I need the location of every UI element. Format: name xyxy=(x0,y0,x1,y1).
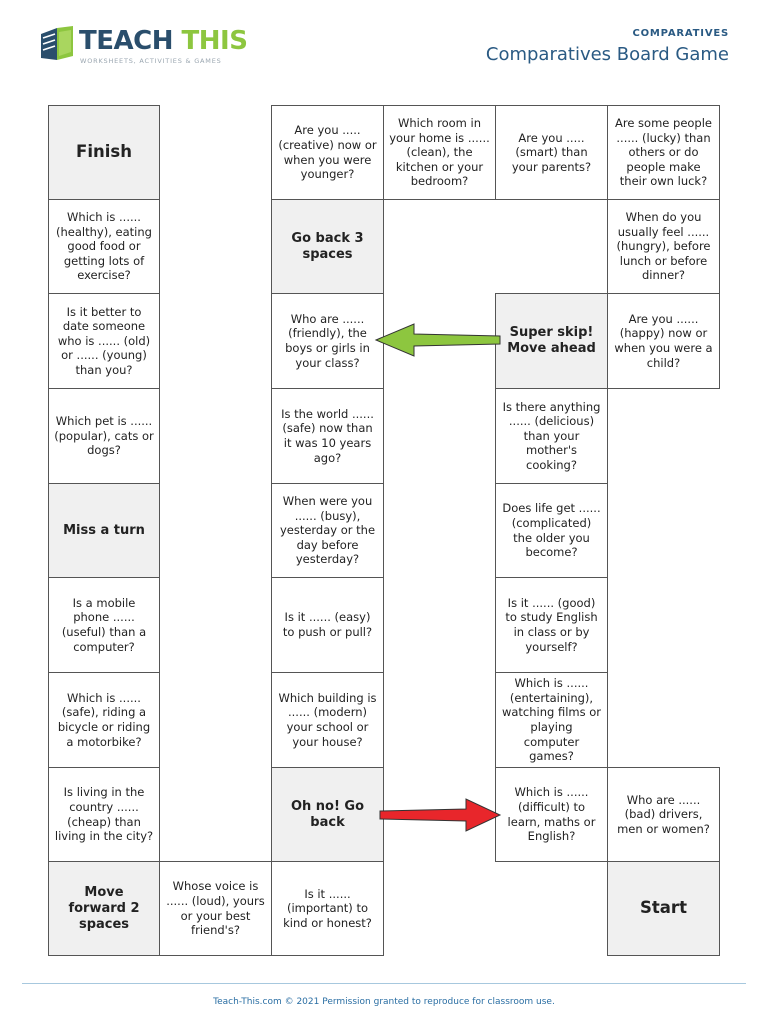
board-square-go-back: Oh no! Go back xyxy=(271,767,384,862)
board-square-miss-a-turn: Miss a turn xyxy=(48,483,160,578)
board-square: Who are ...... (bad) drivers, men or women? xyxy=(607,767,720,862)
board-square: Which room in your home is ...... (clean), the kitchen or your bedroom? xyxy=(383,105,496,200)
logo-teach-text: TEACH xyxy=(79,26,173,56)
board-square: Is living in the country ...... (cheap) than living in the city? xyxy=(48,767,160,862)
worksheet-title: Comparatives Board Game xyxy=(485,44,729,65)
board-square: Which is ...... (difficult) to learn, maths or English? xyxy=(495,767,608,862)
board-square-start: Start xyxy=(607,861,720,956)
board-square: Are some people ...... (lucky) than others or do people make their own luck? xyxy=(607,105,720,200)
board-square: Which pet is ...... (popular), cats or dogs? xyxy=(48,388,160,484)
board-square: Is it better to date someone who is ...... (old) or ...... (young) than you? xyxy=(48,293,160,389)
board-square: When do you usually feel ...... (hungry), before lunch or before dinner? xyxy=(607,199,720,294)
logo-tagline: WORKSHEETS, ACTIVITIES & GAMES xyxy=(80,57,222,65)
board-square: Which is ...... (healthy), eating good food or getting lots of exercise? xyxy=(48,199,160,294)
board-square: Is it ...... (important) to kind or honest? xyxy=(271,861,384,956)
green-skip-arrow-icon xyxy=(374,322,502,358)
board-square: Is a mobile phone ...... (useful) than a computer? xyxy=(48,577,160,673)
board-square: Whose voice is ...... (loud), yours or your best friend's? xyxy=(159,861,272,956)
board-square: Are you ..... (smart) than your parents? xyxy=(495,105,608,200)
board-square-go-back-3: Go back 3 spaces xyxy=(271,199,384,294)
red-go-back-arrow-icon xyxy=(378,797,502,833)
board-square: Which is ...... (safe), riding a bicycle or riding a motorbike? xyxy=(48,672,160,768)
board-square: Who are ...... (friendly), the boys or girls in your class? xyxy=(271,293,384,389)
board-square: Is there anything ...... (delicious) than your mother's cooking? xyxy=(495,388,608,484)
board-square: Does life get ...... (complicated) the older you become? xyxy=(495,483,608,578)
logo-this-text: THIS xyxy=(172,26,248,56)
board-square-super-skip: Super skip! Move ahead xyxy=(495,293,608,389)
board-square: Is it ...... (good) to study English in class or by yourself? xyxy=(495,577,608,673)
copyright-footer: Teach-This.com © 2021 Permission granted to reproduce for classroom use. xyxy=(213,997,555,1007)
board-square: Which building is ...... (modern) your school or your house? xyxy=(271,672,384,768)
board-square: Are you ...... (happy) now or when you were a child? xyxy=(607,293,720,389)
board-square: Is the world ...... (safe) now than it was 10 years ago? xyxy=(271,388,384,484)
board-square-finish: Finish xyxy=(48,105,160,200)
footer-divider xyxy=(22,983,746,984)
board-square-move-forward: Move forward 2 spaces xyxy=(48,861,160,956)
board-square: When were you ...... (busy), yesterday or the day before yesterday? xyxy=(271,483,384,578)
worksheet-category: COMPARATIVES xyxy=(632,28,729,39)
board-square: Which is ...... (entertaining), watching films or playing computer games? xyxy=(495,672,608,768)
board-square: Are you ..... (creative) now or when you were younger? xyxy=(271,105,384,200)
board-square: Is it ...... (easy) to push or pull? xyxy=(271,577,384,673)
